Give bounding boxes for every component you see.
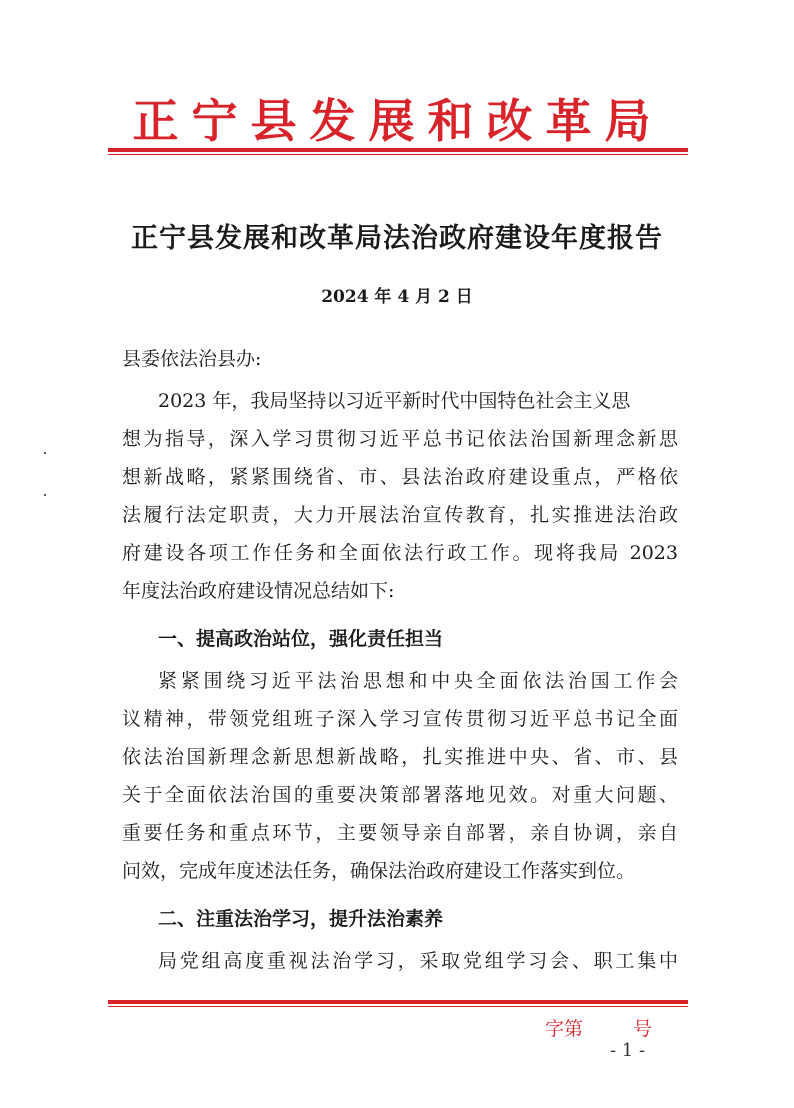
intro-line: 想为指导，深入学习贯彻习近平总书记依法治国新理念新思 [122,428,678,450]
footer-red-rule [108,1000,688,1004]
section1-line: 紧紧围绕习近平法治思想和中央全面依法治国工作会 [158,670,678,692]
section1-line: 重要任务和重点环节，主要领导亲自部署，亲自协调，亲自 [122,822,678,844]
document-number-prefix: 字第 [545,1018,584,1040]
page-number: - 1 - [610,1040,646,1061]
section1-line: 关于全面依法治国的重要决策部署落地见效。对重大问题、 [122,784,678,806]
section2-line: 局党组高度重视法治学习，采取党组学习会、职工集中 [158,950,678,972]
document-date: 2024 年 4 月 2 日 [321,287,473,307]
intro-line: 法履行法定职责，大力开展法治宣传教育，扎实推进法治政 [122,504,678,526]
document-number [545,1014,652,1041]
scan-artifact-dot [44,494,46,496]
section1-line: 问效，完成年度述法任务，确保法治政府建设工作落实到位。 [122,860,636,882]
intro-line: 府建设各项工作任务和全面依法行政工作。现将我局 2023 [122,542,678,564]
intro-line: 想新战略，紧紧围绕省、市、县法治政府建设重点，严格依 [122,466,678,488]
organization-header: 正宁县发展和改革局 [132,94,664,148]
section-heading: 二、注重法治学习，提升法治素养 [158,908,444,930]
header-red-rule [108,148,688,152]
section1-line: 依法治国新理念新思想新战略，扎实推进中央、省、市、县 [122,746,678,768]
intro-line: 2023 年，我局坚持以习近平新时代中国特色社会主义思 [158,390,631,412]
header-red-rule-thin [108,154,688,155]
document-title: 正宁县发展和改革局法治政府建设年度报告 [131,223,663,254]
footer-red-rule-thin [108,1006,688,1007]
intro-line: 年度法治政府建设情况总结如下: [122,580,395,602]
scan-artifact-dot [44,452,46,454]
section-heading: 一、提高政治站位，强化责任担当 [158,628,444,650]
document-number-suffix: 号 [633,1018,653,1040]
section1-line: 议精神，带领党组班子深入学习宣传贯彻习近平总书记全面 [122,708,678,730]
recipient: 县委依法治县办: [122,348,262,370]
